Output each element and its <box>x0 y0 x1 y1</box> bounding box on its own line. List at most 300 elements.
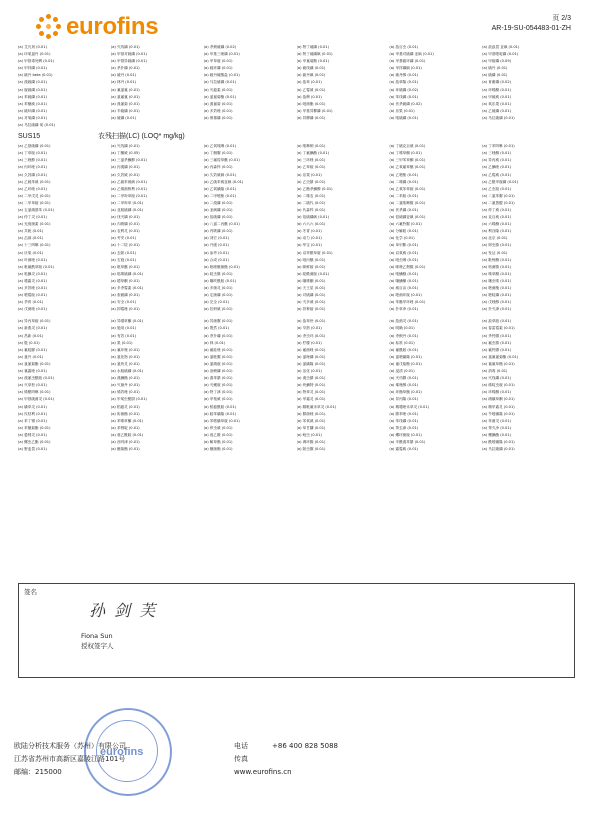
result-cell: (a) 辛硫磷 (0.01) <box>110 108 140 113</box>
result-cell: (a) 二氰蒽醌 (0.01) <box>482 200 515 205</box>
result-cell: (a) 醚菌酯 (0.01) <box>203 447 233 452</box>
result-cell: (a) 甲基对硫磷 (0.01) <box>110 52 147 57</box>
result-cell: (a) 丁嗪草酮 (0.01) <box>389 151 422 156</box>
result-cell: (a) 乙霉威 (0.01) <box>296 87 326 92</box>
result-cell: (a) 杀扑磷 (0.01) <box>203 333 233 338</box>
result-cell: (a) 既然 (0.01) <box>203 326 229 331</box>
result-cell: (a) 扑灭津 (0.01) <box>482 307 512 312</box>
result-cell: (a) 八氯二丙醚 (0.01) <box>203 222 240 227</box>
signatory-role: 授权签字人 <box>81 642 114 650</box>
result-cell: (a) 噻呋酰胺 (0.01) <box>203 278 237 283</box>
result-cell: (a) 氯吡脲 (0.01) <box>203 354 233 359</box>
result-cell: (a) 乙草胺 (0.01) <box>296 165 326 170</box>
result-cell: (a) 胺苯磺隆 (0.01) <box>203 411 237 416</box>
result-cell: (a) 胺硫磷 (0.01) <box>18 87 47 92</box>
result-cell: (a) 十三吗啉 (0.01) <box>18 243 51 248</box>
result-cell: (a) 乙氧磺隆 (0.01) <box>203 186 237 191</box>
result-cell: (a) 动力 (0.01) <box>296 236 322 241</box>
result-cell: (a) 氟铃脲 (0.01) <box>482 347 512 352</box>
result-cell <box>389 122 480 129</box>
section-title: 农残扫描(LC) (LOQ* mg/kg) <box>98 133 185 141</box>
result-cell: (a) 乙虫腈 (0.01) <box>296 179 326 184</box>
section2-grid <box>18 143 573 313</box>
result-cell: (a) 敌草快 (0.01) <box>296 319 326 324</box>
result-cell: (a) 嘧菌环胺 (0.01) <box>389 293 422 298</box>
result-cell: (a) 合成 (0.01) <box>203 257 229 262</box>
result-cell: (a) 噁霜灵 (0.01) <box>18 278 47 283</box>
result-cell: (a) 天王星 (0.01) <box>296 286 326 290</box>
result-cell: (a) 单甲脒 (0.01) <box>389 243 419 248</box>
result-cell: (a) 螺环菌胺 (0.01) <box>389 432 422 437</box>
result-cell: (a) 乙虫胺 (0.01) <box>482 186 512 191</box>
result-cell: (a) 嘧菌酯 (0.01) <box>482 286 512 290</box>
result-cell: (a) 溴硫磷 (0.01) <box>18 80 47 85</box>
result-cell: (a) 敌草隆 (0.01) <box>389 80 419 85</box>
result-cell: (a) 茚虫威 (0.01) <box>203 425 233 430</box>
result-cell: (a) 吡草醚 (0.01) <box>110 264 140 269</box>
result-cell: (a) 氯氰菊酯 (0.01) <box>18 361 51 366</box>
result-cell: (a) 升级 (0.01) <box>203 243 229 248</box>
result-cell: (a) 溴氰菊 (0.01) <box>110 101 140 106</box>
result-cell: (a) 吡蚜酮 (0.01) <box>482 257 512 262</box>
seal-brand: eurofins <box>100 746 144 758</box>
result-cell: (a) 内吸磷 (0.01) <box>203 229 233 234</box>
result-cell: (a) 甲霜灵 (0.01) <box>296 397 326 402</box>
result-cell: (a) 硫丹醇 (0.01) <box>389 73 419 78</box>
signature-label: 签名 <box>24 588 37 596</box>
result-cell: (a) 杀螟硫磷 (0.02) <box>203 45 237 49</box>
result-cell: (a) 威百亩 (0.01) <box>389 286 419 290</box>
result-cell: (a) 异丙威 (0.01) <box>482 158 512 163</box>
result-cell: (a) 完全 (0.01) <box>203 300 229 305</box>
result-cell: (a) 噻螨酮 (0.01) <box>389 278 419 283</box>
result-cell: (a) 甲硫威 (0.01) <box>482 94 512 99</box>
result-cell: (a) 新燕灵 (0.01) <box>18 326 47 331</box>
results-table <box>18 44 573 453</box>
result-cell: (a) 敌草胺 (0.01) <box>482 319 512 324</box>
result-cell: (a) 苄嘧磺隆 (0.01) <box>482 411 515 416</box>
result-cell: (a) 螺虫乙酯 (0.01) <box>18 439 51 444</box>
result-cell: (a) 丁苯吗啉 (0.01) <box>482 144 515 149</box>
result-cell: (a) 杀虫环 (0.01) <box>296 333 326 338</box>
result-cell: (a) 劳安 (0.01) <box>110 236 137 241</box>
result-cell: (a) 哒螨灵 (0.01) <box>18 271 47 276</box>
result-cell: (a) 噻虫嗪 (0.01) <box>482 278 512 283</box>
result-cell: (a) 吡唑醚菌酯 (0.01) <box>203 264 240 269</box>
result-cell: (a) 多菌灵 (0.01) <box>203 286 233 290</box>
result-cell: (a) 敌菌灵 (0.01) <box>389 319 419 324</box>
result-cell: (a) 马拉硫磷 氧 (0.01) <box>18 123 56 128</box>
result-cell: (a) 二苯胺 (0.01) <box>389 193 419 198</box>
result-cell: (a) 丙环唑 (0.01) <box>18 165 47 170</box>
result-cell: (a) 醚菊酯 (0.01) <box>110 447 140 452</box>
result-cell: (a) 硫线磷 (0.01) <box>296 66 326 71</box>
result-cell: (a) 异噁草酮 (0.01) <box>110 319 144 324</box>
result-cell: (a) 萎锈灵 (0.01) <box>18 432 47 437</box>
result-cell: (a) 乙硫苯威砜 (0.01) <box>110 179 147 184</box>
result-cell: (a) 五氯硝基苯 (0.01) <box>18 207 55 212</box>
result-cell: (a) 多杀霉素 (0.01) <box>110 286 144 290</box>
result-cell: (a) 环硫磷 (0.02) <box>389 87 419 92</box>
result-cell: (a) 肟菌酯 (0.01) <box>110 411 140 416</box>
result-cell: (a) 甲氰菊酯 (0.01) <box>296 59 329 64</box>
result-cell: (a) 拌种胺 (0.01) <box>296 307 326 312</box>
result-cell: (a) 二氯苯脲 (0.01) <box>482 193 515 198</box>
result-cell: (a) 环嗪酮 (0.01) <box>482 87 512 92</box>
result-cell: (a) 仲丁威 (0.01) <box>482 207 512 212</box>
result-cell: (a) 溴氰菊 (0.01) <box>203 101 233 106</box>
result-cell: (a) 氟氯氰 (0.01) <box>110 87 140 92</box>
result-cell: (a) 螺螨酯 (0.01) <box>482 432 512 437</box>
result-cell: (a) 灭幼脲 (0.01) <box>389 376 419 381</box>
result-cell: (a) 三唑酮 (0.01) <box>482 151 512 156</box>
result-cell: (a) 特草灵 (0.01) <box>296 390 326 395</box>
result-cell: (a) 喹螨醚 (0.01) <box>389 271 419 276</box>
result-cell: (a) 二溴磷 (0.01) <box>203 200 233 205</box>
result-cell: (a) 二甲戊灵 (0.01) <box>18 193 51 198</box>
result-cell: (a) 硫丹 beta (0.01) <box>18 73 53 78</box>
result-cell: (a) 二嗪磷 (0.01) <box>389 179 419 184</box>
result-cell: (a) 二甲嘧酚 (0.01) <box>203 193 237 198</box>
phone-value: +86 400 828 5088 <box>272 742 338 750</box>
result-cell: (a) 环嗪酮 (0.01) <box>482 390 512 395</box>
result-cell: (a) 萘乙酸 (0.01) <box>203 432 233 437</box>
result-cell: (a) 硝磺草酮 (0.01) <box>482 397 515 402</box>
result-cell: (a) 六嗪酮 (0.01) <box>482 222 512 227</box>
result-cell: (a) 吡菌酯 (0.01) <box>296 101 326 106</box>
result-cell: (a) 甲拌磷 (0.01) <box>18 66 47 71</box>
result-cell: (a) 化学 (0.01) <box>389 236 415 241</box>
result-cell: (a) 乙硫苯威 (0.01) <box>18 179 51 184</box>
result-cell: (a) 治螟磷 (0.01) <box>203 369 233 374</box>
result-cell: (a) 久效磷 (0.01) <box>18 172 47 177</box>
result-cell: (a) 氰戊菊酯 (0.01) <box>389 361 422 366</box>
result-cell: (a) 二甲吩草 (0.01) <box>110 200 144 205</box>
result-cell: (a) 多效唑 (0.01) <box>203 108 233 113</box>
result-cell: (a) 烯效唑 (0.01) <box>110 390 140 395</box>
result-cell: (a) 久效威 (0.01) <box>110 172 140 177</box>
result-cell <box>204 122 295 129</box>
result-cell: (a) 啶虫脒 (0.01) <box>203 271 233 276</box>
result-cell: (a) 孕育 (0.01) <box>18 300 44 305</box>
result-cell: (a) 灭线磷 (0.01) <box>110 45 140 49</box>
result-cell: (a) 溴苯腈 (0.01) <box>203 376 233 381</box>
result-cell: (a) 抑霉唑 (0.01) <box>110 307 140 312</box>
result-cell: (a) 硫环磷 (0.01) <box>18 108 47 113</box>
result-cell: (a) 消毒 (0.01) <box>482 369 508 374</box>
result-cell: (a) 甲基异柳磷 (0.01) <box>296 108 333 113</box>
signatory <box>81 631 114 651</box>
result-cell: (a) 氯氟氰 (0.01) <box>110 94 140 99</box>
result-cell: (a) 硫丹 (0.01) <box>110 73 137 78</box>
result-cell: (a) 环酯草醚 (0.01) <box>389 390 422 395</box>
result-cell: (a) 敌百虫 (0.01) <box>389 45 419 49</box>
result-cell: (a) 三氟羧草醚 (0.01) <box>203 158 240 163</box>
result-cell: (a) 乙霉威 (0.01) <box>482 172 512 177</box>
result-cell: (a) 氧乐果 (0.01) <box>482 101 512 106</box>
fax-label: 传真 <box>234 755 248 763</box>
result-cell: (a) 马拉硫磷 (0.01) <box>482 447 515 452</box>
result-cell: (a) 乙环唑 (0.01) <box>18 186 47 191</box>
result-cell: (a) 对硫磷 (0.01) <box>296 293 326 298</box>
result-cell: (a) 吡氟酰草胺 (0.01) <box>18 264 55 269</box>
result-cell: (a) 十二烷 (0.01) <box>110 243 140 248</box>
result-cell: (a) 施用 (0.01) <box>110 326 137 331</box>
result-cell: (a) 乙酰甲胺磷 (0.01) <box>482 179 519 184</box>
result-cell: (a) 抗蚜威 (0.01) <box>203 307 233 312</box>
result-cell: (a) 冬青 (0.01) <box>296 229 322 234</box>
result-cell: (a) 调环酸 (0.01) <box>296 439 326 444</box>
result-cell: (a) 丁草胺 (0.01) <box>18 151 47 156</box>
result-cell: (a) 灭线磷 (0.01) <box>482 376 512 381</box>
result-cell: (a) 乙硫苯威亚砜 (0.01) <box>203 179 244 184</box>
result-cell: (a) 吡丙醚 (0.01) <box>296 257 326 262</box>
result-cell: (a) 林丹 (0.01) <box>110 80 137 85</box>
result-cell: (a) 乙硫磷 (0.01) <box>482 108 512 113</box>
result-cell: (a) 卵虫腈 (0.01) <box>482 243 512 248</box>
result-cell: (a) 二氯喹啉酸 (0.01) <box>389 200 426 205</box>
result-cell: (a) 內吸磷 (0.01) <box>110 222 140 227</box>
result-cell: (a) 戊菌唑 (0.01) <box>18 307 47 312</box>
result-cell: (a) 喹啉铜 (0.01) <box>296 144 326 149</box>
result-cell: (a) 苯菌灵 (0.01) <box>482 418 512 423</box>
result-cell: (a) 伐灭磷 (0.01) <box>110 215 140 220</box>
result-cell: (a) 对氧磷 (0.01) <box>18 115 47 120</box>
result-cell: (a) 氯氟氰菊酯 (0.01) <box>482 354 519 359</box>
result-cell: (a) 氯化物 (0.01) <box>110 354 140 359</box>
result-cell: (a) 溴虫腈 (0.01) <box>296 376 326 381</box>
result-cell: (a) 灭菌丹 (0.01) <box>110 383 140 388</box>
result-cell: (a) 硫环磷 (0.01) <box>203 66 233 71</box>
result-cell: (a) 异丙草胺 (0.01) <box>18 319 51 324</box>
result-cell: (a) 利谷隆 (0.01) <box>482 229 512 234</box>
result-cell: (a) 烯酰吗啉 (0.01) <box>18 390 51 395</box>
result-cell: (a) 稻瘟灵 (0.01) <box>110 404 140 409</box>
result-cell: (a) 甲氧虫酰肼 (0.01) <box>110 397 147 402</box>
result-cell: (a) 草甘膦 (0.01) <box>296 425 326 430</box>
result-cell: (a) 异菌脲 (0.01) <box>203 319 233 324</box>
result-cell: (a) 灭草松 (0.01) <box>18 383 47 388</box>
result-cell: (a) 氯氰菊酯 (0.01) <box>203 94 237 99</box>
result-cell: (a) 苯线磷 (0.01) <box>389 94 419 99</box>
result-cell: (a) 甲萘威 (0.01) <box>203 397 233 402</box>
section3-grid <box>18 318 573 453</box>
section1-grid <box>18 44 573 129</box>
result-cell: (a) 击那 (0.01) <box>18 236 44 241</box>
result-cell: (a) 嗪草酮 (0.01) <box>482 271 512 276</box>
signature-box <box>18 583 575 678</box>
result-cell: (a) 浸渍 (0.01) <box>389 369 415 374</box>
result-cell: (a) 敌敌畏 亚砜 (0.01) <box>482 45 520 49</box>
result-cell: (a) 农利灵 (0.01) <box>110 229 140 234</box>
result-cell: (a) 甲基嘧啶磷 (0.01) <box>482 52 519 57</box>
result-cell: (a) 氟酰胺 (0.01) <box>389 347 419 352</box>
result-cell: (a) 三环唑 (0.01) <box>296 158 326 163</box>
brand-name: eurofins <box>66 13 159 40</box>
page-number: 页 2/3 <box>552 15 571 22</box>
result-cell: (a) 倍硫磷砜 (0.01) <box>296 215 329 220</box>
result-cell: (a) 六六六 (0.01) <box>296 222 326 227</box>
result-cell: (a) 苯锈啶 (0.01) <box>110 425 140 430</box>
result-cell: (a) 极 (0.01) <box>18 340 40 345</box>
result-cell: (a) 精噁唑禾草灵 (0.01) <box>389 404 429 409</box>
result-cell: (a) 苯线磷 (0.01) <box>389 418 419 423</box>
result-cell: (a) 二甲吩草胺 (0.01) <box>110 193 147 198</box>
result-cell: (a) 乐果 (0.01) <box>296 172 322 177</box>
result-cell: (a) 苯硫磷 (0.01) <box>18 94 47 99</box>
footer-contact <box>234 740 338 779</box>
result-cell: (a) 灭多威 (0.01) <box>296 300 326 305</box>
footer-address <box>14 740 126 779</box>
result-cell: (a) 苯醚菊酯 (0.01) <box>18 425 51 430</box>
result-cell: (a) 丁硫克百威 (0.01) <box>389 144 426 149</box>
result-cell: (a) 乙基硫磷 (0.01) <box>18 144 51 149</box>
result-cell: (a) 氰霜唑 (0.01) <box>18 369 47 374</box>
result-cell: (a) 乙烯菌核利 (0.01) <box>110 186 147 191</box>
website-link[interactable]: www.eurofins.cn <box>234 768 292 776</box>
result-cell: (a) 除虫脲 (0.01) <box>296 447 326 452</box>
result-cell: (a) 安全 (0.01) <box>110 300 137 305</box>
result-cell: (a) 莠灭净 (0.01) <box>482 425 512 430</box>
result-cell: (a) 野麦畏 (0.01) <box>18 447 47 452</box>
result-cell: (a) 马拉硫磷 (0.01) <box>203 80 237 85</box>
result-cell: (a) 乙氧苯草胺 (0.01) <box>389 186 426 191</box>
result-cell: (a) 氰氟草酯 (0.01) <box>482 361 515 366</box>
result-cell <box>482 122 573 129</box>
result-cell: (a) 育畜磷 (0.02) <box>482 80 512 85</box>
result-cell: (a) 氯炔灵 (0.01) <box>110 361 140 366</box>
result-cell: (a) 嘧啶磷 (0.01) <box>482 293 512 298</box>
result-cell: (a) 敌草 (0.01) <box>296 80 322 85</box>
result-cell: (a) 硫磷 (0.01) <box>482 73 508 78</box>
result-cell: (a) 溴螨酯 (0.01) <box>110 376 140 381</box>
result-cell: (a) 仲丁灵 (0.01) <box>18 215 47 220</box>
result-cell: (a) 保棉磷 (0.01) <box>203 115 233 120</box>
result-cell: (a) 甲基对硫磷 亚砜 (0.01) <box>389 52 434 57</box>
result-cell: (a) 倍硫磷亚砜 (0.01) <box>389 215 426 220</box>
result-cell: (a) 甲基三唑磷 (0.01) <box>203 52 240 57</box>
result-cell: (a) 苯丁锡 (0.01) <box>18 418 47 423</box>
result-cell: (a) 代森锌 (0.01) <box>296 207 326 212</box>
result-cell: (a) 参考 (0.01) <box>203 250 229 255</box>
result-cell: (a) 甲基硫菌灵 (0.01) <box>18 397 55 402</box>
result-cell: (a) 定菌磷 (0.01) <box>203 293 233 298</box>
result-cell: (a) 丁氟螨酯 (0.01) <box>296 151 329 156</box>
result-cell: (a) 分解胺 (0.01) <box>389 229 419 234</box>
result-cell: (a) 多效唑 (0.01) <box>18 286 47 290</box>
result-cell: (a) 三唑醇 (0.01) <box>18 158 47 163</box>
result-cell: (a) 甲拌磷砜 (0.01) <box>389 66 422 71</box>
result-cell: (a) 硫丹砜 (0.01) <box>296 73 326 78</box>
result-cell: (a) 乙氧氟草醚 (0.01) <box>389 165 426 170</box>
result-cell: (a) 戊唑醇 (0.01) <box>482 300 512 305</box>
result-cell: (a) 啶酰菌胺 (0.01) <box>296 271 329 276</box>
result-cell: (a) 早熟 (0.01) <box>296 326 322 331</box>
result-cell: (a) 苯氧威 (0.01) <box>296 418 326 423</box>
report-header-info <box>492 14 571 34</box>
result-cell: (a) 氟硅唑 (0.01) <box>203 347 233 352</box>
result-cell: (a) 甲草胺 (0.01) <box>203 59 233 64</box>
result-cell: (a) 丁醚脲 (0.01) <box>203 151 233 156</box>
signatory-name: Fiona Sun <box>81 632 113 640</box>
result-cell: (a) 特丁津 (0.01) <box>203 390 233 395</box>
result-cell: (a) 嘧霉胺 (0.01) <box>18 293 47 298</box>
result-cell: (a) 伏杀磷 (0.01) <box>389 207 419 212</box>
result-cell: (a) 环氧氯丹 (0.01) <box>18 52 51 57</box>
result-cell: (a) 乙酯杀螨醇 (0.01) <box>296 186 333 191</box>
result-cell: (a) 春雷霉素 (0.01) <box>482 326 515 331</box>
result-cell: (a) 共轭 (0.01) <box>18 229 44 234</box>
result-cell: (a) 咪唑乙烟酸 (0.01) <box>389 264 426 269</box>
result-cell: (a) 腈苯唑 (0.01) <box>389 411 419 416</box>
result-cell: (a) 苯嗪草酮 (0.01) <box>110 418 144 423</box>
result-cell: (a) 杀螟丹 (0.01) <box>389 333 419 338</box>
result-cell: (a) 噻嗪酮 (0.01) <box>296 278 326 283</box>
result-cell: (a) 灭瘟素 (0.01) <box>203 87 233 92</box>
result-cell: (a) 特丁硫磷砜 (0.01) <box>296 52 333 57</box>
result-cell: (a) 有效 (0.01) <box>110 333 137 338</box>
result-cell: (a) 稻瘟酰胺 (0.01) <box>203 404 237 409</box>
result-cell: (a) 马拉硫磷 (0.01) <box>482 115 515 120</box>
result-cell: (a) 丙森锌 (0.01) <box>203 165 233 170</box>
handwritten-signature: 孙 剑 芙 <box>89 601 158 620</box>
result-cell: (a) 柠檬 (0.01) <box>296 340 322 345</box>
result-cell: (a) 精甲霜灵 (0.01) <box>482 404 515 409</box>
result-cell: (a) 磺草灵 (0.01) <box>18 404 47 409</box>
result-cell: (a) 炔螨特 (0.01) <box>296 383 326 388</box>
result-cell: (a) 氯硝胺 (0.01) <box>203 361 233 366</box>
result-cell <box>111 122 202 129</box>
result-cell: (a) 氯丹 (0.01) <box>18 354 44 359</box>
result-cell: (a) 二甲草胺 (0.01) <box>18 200 51 205</box>
result-cell: (a) 氟环唑 (0.01) <box>110 347 140 352</box>
result-cell: (a) 丁酮威 (0.05) <box>110 151 140 156</box>
result-cell: (a) 敌稗 (0.01) <box>296 94 322 99</box>
result-cell: (a) 去除 (0.01) <box>110 250 137 255</box>
result-cell: (a) 异柳磷 (0.01) <box>296 115 326 120</box>
result-cell: (a) 乙螨唑 (0.01) <box>482 165 512 170</box>
result-cell: (a) 扑草净 (0.01) <box>389 307 419 312</box>
result-cell: (a) 咯菌腈 (0.01) <box>482 264 512 269</box>
brand-logo <box>36 13 158 41</box>
result-cell: (a) 苯嘧磺草胺 (0.01) <box>203 418 240 423</box>
result-cell: (a) 萘乙酰胺 (0.01) <box>110 432 144 437</box>
footer-company: 欧陆分析技术服务（苏州）有限公司 <box>14 742 126 750</box>
result-cell: (a) 灭线磷 (0.01) <box>110 144 140 149</box>
result-cell: (a) 昌新 (0.01) <box>18 333 44 338</box>
result-cell: (a) 纹枯利 (0.01) <box>18 411 47 416</box>
result-cell: (a) 北京 (0.01) <box>482 236 508 241</box>
result-cell: (a) 艾氏剂 (0.01) <box>18 45 47 49</box>
result-cell: (a) 氯嘧磺隆 (0.01) <box>389 354 422 359</box>
result-cell: (a) 甲胺磷 (0.09) <box>482 59 512 64</box>
result-cell: (a) 硫丹 (0.01) <box>482 66 508 71</box>
result-cell: (a) 二硫代 (0.01) <box>296 200 326 205</box>
result-cell: (a) 倍硫磷 (0.01) <box>203 215 233 220</box>
footer-postcode: 邮编：215000 <box>14 768 62 776</box>
result-cell: (a) 咪鲜胺 (0.01) <box>296 264 326 269</box>
result-cell: (a) 右旋 (0.01) <box>110 257 137 262</box>
result-cell: (a) 六氟铃脲 (0.01) <box>389 222 422 227</box>
result-cell: (a) 霜霉威 (0.01) <box>389 447 419 452</box>
result-cell: (a) 三氯杀螨醇 (0.01) <box>110 158 147 163</box>
result-cell: (a) 活化 (0.01) <box>296 369 322 374</box>
result-cell: (a) 蚍虫 (0.01) <box>296 432 322 437</box>
result-cell: (a) 杀铃脲 (0.01) <box>482 333 512 338</box>
result-cell: (a) 解草酯 (0.01) <box>203 439 233 444</box>
result-cell: (a) 果 (0.01) <box>110 340 133 345</box>
result-cell: (a) 二嗪农 (0.01) <box>296 193 326 198</box>
